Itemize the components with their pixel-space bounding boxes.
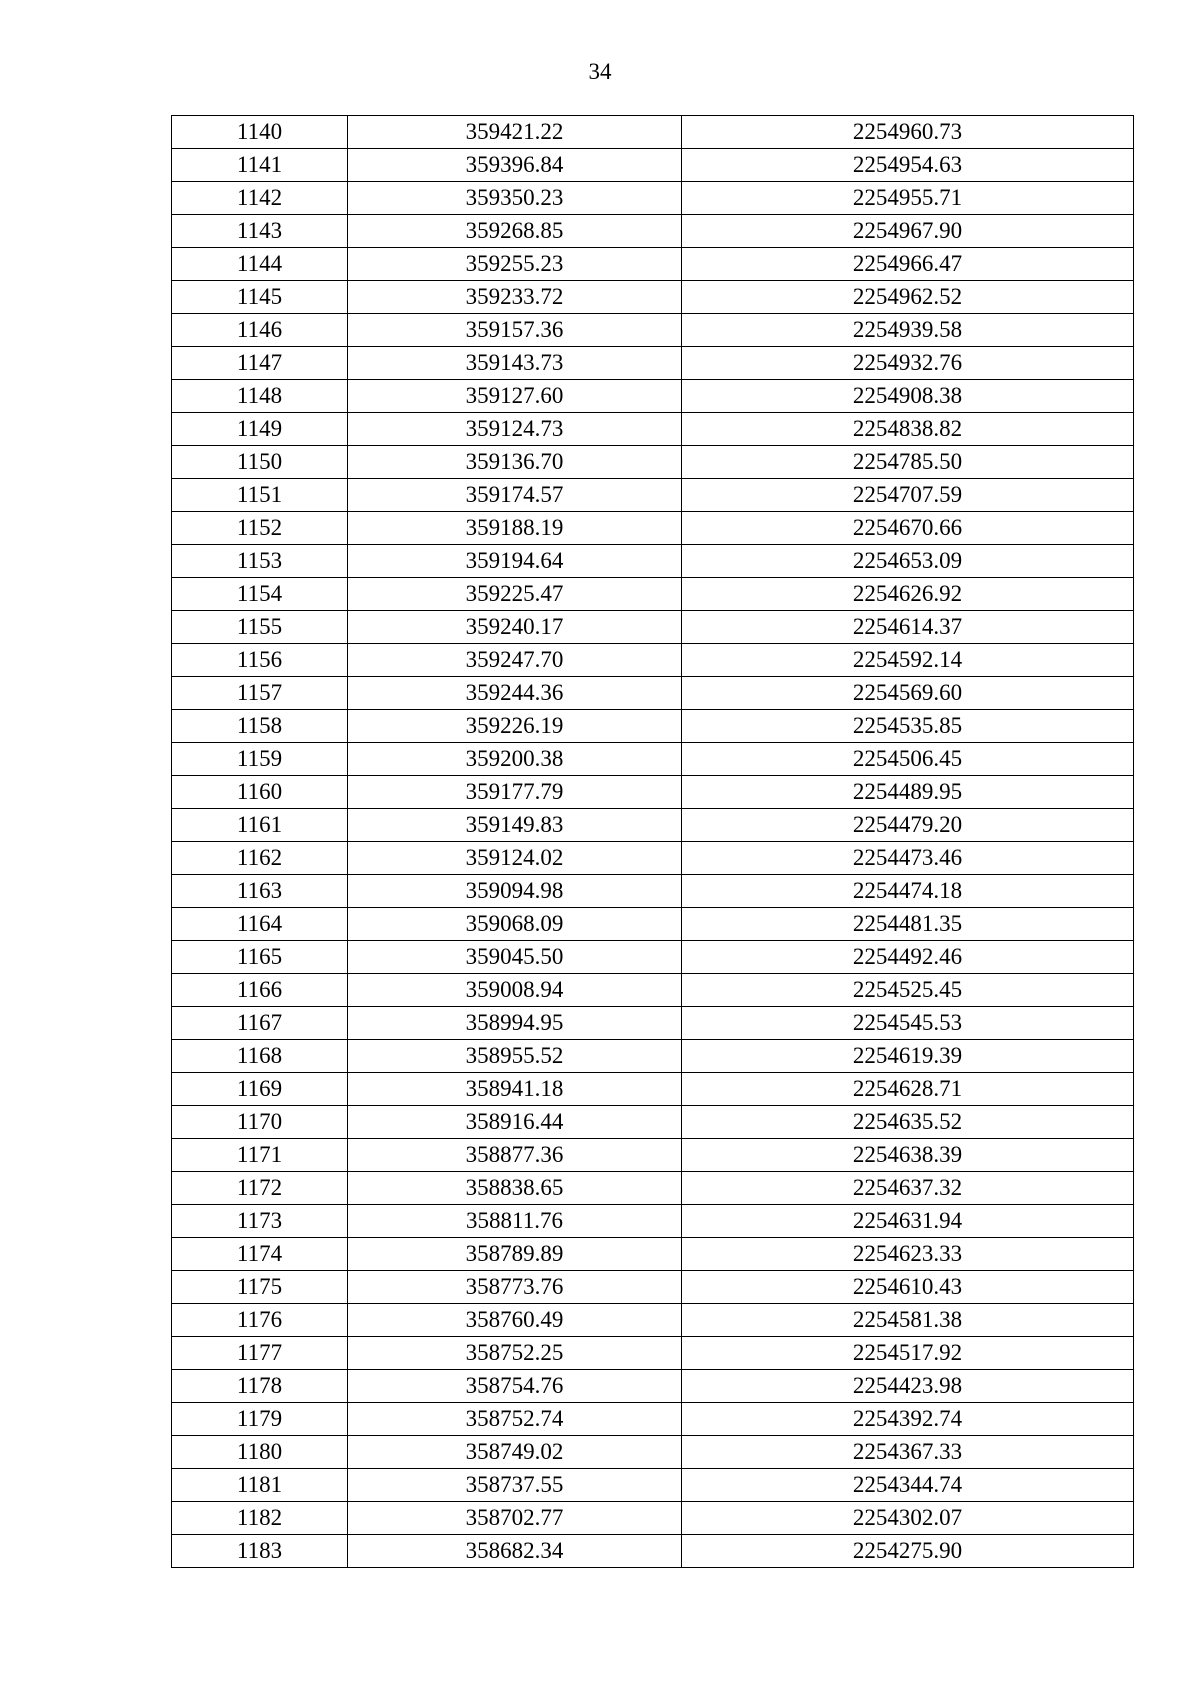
point-number-cell: 1178 — [172, 1370, 348, 1403]
y-coordinate-cell: 2254707.59 — [682, 479, 1134, 512]
point-number-cell: 1163 — [172, 875, 348, 908]
y-coordinate-cell: 2254517.92 — [682, 1337, 1134, 1370]
y-coordinate-cell: 2254966.47 — [682, 248, 1134, 281]
y-coordinate-cell: 2254838.82 — [682, 413, 1134, 446]
table-row — [172, 149, 1134, 182]
table-row — [172, 1238, 1134, 1271]
x-coordinate-cell: 359143.73 — [348, 347, 682, 380]
y-coordinate-cell: 2254489.95 — [682, 776, 1134, 809]
table-row — [172, 248, 1134, 281]
y-coordinate-cell: 2254670.66 — [682, 512, 1134, 545]
x-coordinate-cell: 358789.89 — [348, 1238, 682, 1271]
y-coordinate-cell: 2254302.07 — [682, 1502, 1134, 1535]
table-row — [172, 314, 1134, 347]
x-coordinate-cell: 358916.44 — [348, 1106, 682, 1139]
table-row — [172, 1139, 1134, 1172]
x-coordinate-cell: 358752.74 — [348, 1403, 682, 1436]
x-coordinate-cell: 358941.18 — [348, 1073, 682, 1106]
point-number-cell: 1155 — [172, 611, 348, 644]
x-coordinate-cell: 359127.60 — [348, 380, 682, 413]
x-coordinate-cell: 359225.47 — [348, 578, 682, 611]
table-row — [172, 1172, 1134, 1205]
point-number-cell: 1183 — [172, 1535, 348, 1568]
table-row — [172, 116, 1134, 149]
point-number-cell: 1145 — [172, 281, 348, 314]
table-row — [172, 809, 1134, 842]
y-coordinate-cell: 2254275.90 — [682, 1535, 1134, 1568]
point-number-cell: 1179 — [172, 1403, 348, 1436]
x-coordinate-cell: 358749.02 — [348, 1436, 682, 1469]
x-coordinate-cell: 359421.22 — [348, 116, 682, 149]
y-coordinate-cell: 2254474.18 — [682, 875, 1134, 908]
table-row — [172, 776, 1134, 809]
table-row — [172, 1007, 1134, 1040]
y-coordinate-cell: 2254908.38 — [682, 380, 1134, 413]
table-row — [172, 380, 1134, 413]
table-row — [172, 1106, 1134, 1139]
x-coordinate-cell: 359233.72 — [348, 281, 682, 314]
y-coordinate-cell: 2254473.46 — [682, 842, 1134, 875]
x-coordinate-cell: 358682.34 — [348, 1535, 682, 1568]
x-coordinate-cell: 359177.79 — [348, 776, 682, 809]
point-number-cell: 1154 — [172, 578, 348, 611]
point-number-cell: 1176 — [172, 1304, 348, 1337]
x-coordinate-cell: 359149.83 — [348, 809, 682, 842]
point-number-cell: 1172 — [172, 1172, 348, 1205]
table-row — [172, 644, 1134, 677]
y-coordinate-cell: 2254637.32 — [682, 1172, 1134, 1205]
table-row — [172, 413, 1134, 446]
point-number-cell: 1165 — [172, 941, 348, 974]
table-row — [172, 1469, 1134, 1502]
table-row — [172, 1502, 1134, 1535]
x-coordinate-cell: 358811.76 — [348, 1205, 682, 1238]
y-coordinate-cell: 2254653.09 — [682, 545, 1134, 578]
point-number-cell: 1147 — [172, 347, 348, 380]
y-coordinate-cell: 2254939.58 — [682, 314, 1134, 347]
y-coordinate-cell: 2254569.60 — [682, 677, 1134, 710]
point-number-cell: 1166 — [172, 974, 348, 1007]
y-coordinate-cell: 2254626.92 — [682, 578, 1134, 611]
point-number-cell: 1177 — [172, 1337, 348, 1370]
table-row — [172, 1040, 1134, 1073]
x-coordinate-cell: 358877.36 — [348, 1139, 682, 1172]
x-coordinate-cell: 359157.36 — [348, 314, 682, 347]
coordinates-table-body — [172, 116, 1134, 1568]
point-number-cell: 1174 — [172, 1238, 348, 1271]
point-number-cell: 1181 — [172, 1469, 348, 1502]
table-row — [172, 446, 1134, 479]
page-number: 34 — [588, 59, 612, 84]
table-row — [172, 479, 1134, 512]
x-coordinate-cell: 358994.95 — [348, 1007, 682, 1040]
table-row — [172, 1205, 1134, 1238]
point-number-cell: 1180 — [172, 1436, 348, 1469]
point-number-cell: 1162 — [172, 842, 348, 875]
y-coordinate-cell: 2254955.71 — [682, 182, 1134, 215]
y-coordinate-cell: 2254623.33 — [682, 1238, 1134, 1271]
point-number-cell: 1142 — [172, 182, 348, 215]
x-coordinate-cell: 359255.23 — [348, 248, 682, 281]
x-coordinate-cell: 359045.50 — [348, 941, 682, 974]
table-row — [172, 941, 1134, 974]
y-coordinate-cell: 2254545.53 — [682, 1007, 1134, 1040]
table-row — [172, 677, 1134, 710]
y-coordinate-cell: 2254492.46 — [682, 941, 1134, 974]
coordinates-table — [171, 115, 1134, 1568]
x-coordinate-cell: 358702.77 — [348, 1502, 682, 1535]
point-number-cell: 1140 — [172, 116, 348, 149]
y-coordinate-cell: 2254619.39 — [682, 1040, 1134, 1073]
y-coordinate-cell: 2254614.37 — [682, 611, 1134, 644]
point-number-cell: 1146 — [172, 314, 348, 347]
x-coordinate-cell: 359124.73 — [348, 413, 682, 446]
point-number-cell: 1149 — [172, 413, 348, 446]
y-coordinate-cell: 2254610.43 — [682, 1271, 1134, 1304]
point-number-cell: 1144 — [172, 248, 348, 281]
point-number-cell: 1171 — [172, 1139, 348, 1172]
table-row — [172, 1436, 1134, 1469]
y-coordinate-cell: 2254344.74 — [682, 1469, 1134, 1502]
table-row — [172, 1337, 1134, 1370]
x-coordinate-cell: 359174.57 — [348, 479, 682, 512]
y-coordinate-cell: 2254960.73 — [682, 116, 1134, 149]
point-number-cell: 1161 — [172, 809, 348, 842]
y-coordinate-cell: 2254481.35 — [682, 908, 1134, 941]
x-coordinate-cell: 359396.84 — [348, 149, 682, 182]
point-number-cell: 1153 — [172, 545, 348, 578]
y-coordinate-cell: 2254525.45 — [682, 974, 1134, 1007]
table-row — [172, 1370, 1134, 1403]
y-coordinate-cell: 2254954.63 — [682, 149, 1134, 182]
x-coordinate-cell: 359094.98 — [348, 875, 682, 908]
point-number-cell: 1164 — [172, 908, 348, 941]
point-number-cell: 1156 — [172, 644, 348, 677]
table-row — [172, 974, 1134, 1007]
x-coordinate-cell: 359136.70 — [348, 446, 682, 479]
point-number-cell: 1158 — [172, 710, 348, 743]
table-row — [172, 215, 1134, 248]
x-coordinate-cell: 359240.17 — [348, 611, 682, 644]
y-coordinate-cell: 2254967.90 — [682, 215, 1134, 248]
table-row — [172, 875, 1134, 908]
y-coordinate-cell: 2254932.76 — [682, 347, 1134, 380]
point-number-cell: 1143 — [172, 215, 348, 248]
x-coordinate-cell: 359226.19 — [348, 710, 682, 743]
y-coordinate-cell: 2254479.20 — [682, 809, 1134, 842]
y-coordinate-cell: 2254506.45 — [682, 743, 1134, 776]
point-number-cell: 1159 — [172, 743, 348, 776]
x-coordinate-cell: 358760.49 — [348, 1304, 682, 1337]
point-number-cell: 1151 — [172, 479, 348, 512]
point-number-cell: 1168 — [172, 1040, 348, 1073]
point-number-cell: 1173 — [172, 1205, 348, 1238]
table-row — [172, 842, 1134, 875]
y-coordinate-cell: 2254581.38 — [682, 1304, 1134, 1337]
x-coordinate-cell: 358737.55 — [348, 1469, 682, 1502]
table-row — [172, 182, 1134, 215]
y-coordinate-cell: 2254785.50 — [682, 446, 1134, 479]
x-coordinate-cell: 359124.02 — [348, 842, 682, 875]
y-coordinate-cell: 2254423.98 — [682, 1370, 1134, 1403]
x-coordinate-cell: 358752.25 — [348, 1337, 682, 1370]
table-row — [172, 1535, 1134, 1568]
x-coordinate-cell: 358773.76 — [348, 1271, 682, 1304]
x-coordinate-cell: 359247.70 — [348, 644, 682, 677]
x-coordinate-cell: 359008.94 — [348, 974, 682, 1007]
table-row — [172, 1304, 1134, 1337]
table-row — [172, 545, 1134, 578]
table-row — [172, 611, 1134, 644]
y-coordinate-cell: 2254592.14 — [682, 644, 1134, 677]
x-coordinate-cell: 359194.64 — [348, 545, 682, 578]
y-coordinate-cell: 2254635.52 — [682, 1106, 1134, 1139]
x-coordinate-cell: 358838.65 — [348, 1172, 682, 1205]
point-number-cell: 1157 — [172, 677, 348, 710]
x-coordinate-cell: 359188.19 — [348, 512, 682, 545]
point-number-cell: 1182 — [172, 1502, 348, 1535]
table-row — [172, 578, 1134, 611]
point-number-cell: 1170 — [172, 1106, 348, 1139]
x-coordinate-cell: 358955.52 — [348, 1040, 682, 1073]
table-row — [172, 512, 1134, 545]
point-number-cell: 1150 — [172, 446, 348, 479]
table-row — [172, 710, 1134, 743]
table-row — [172, 347, 1134, 380]
table-row — [172, 1073, 1134, 1106]
point-number-cell: 1167 — [172, 1007, 348, 1040]
y-coordinate-cell: 2254628.71 — [682, 1073, 1134, 1106]
point-number-cell: 1141 — [172, 149, 348, 182]
point-number-cell: 1169 — [172, 1073, 348, 1106]
table-row — [172, 281, 1134, 314]
table-row — [172, 1271, 1134, 1304]
point-number-cell: 1148 — [172, 380, 348, 413]
point-number-cell: 1160 — [172, 776, 348, 809]
x-coordinate-cell: 359200.38 — [348, 743, 682, 776]
x-coordinate-cell: 359068.09 — [348, 908, 682, 941]
y-coordinate-cell: 2254367.33 — [682, 1436, 1134, 1469]
y-coordinate-cell: 2254631.94 — [682, 1205, 1134, 1238]
x-coordinate-cell: 359350.23 — [348, 182, 682, 215]
x-coordinate-cell: 359244.36 — [348, 677, 682, 710]
table-row — [172, 743, 1134, 776]
x-coordinate-cell: 358754.76 — [348, 1370, 682, 1403]
y-coordinate-cell: 2254962.52 — [682, 281, 1134, 314]
x-coordinate-cell: 359268.85 — [348, 215, 682, 248]
point-number-cell: 1175 — [172, 1271, 348, 1304]
y-coordinate-cell: 2254638.39 — [682, 1139, 1134, 1172]
y-coordinate-cell: 2254392.74 — [682, 1403, 1134, 1436]
y-coordinate-cell: 2254535.85 — [682, 710, 1134, 743]
table-row — [172, 1403, 1134, 1436]
table-row — [172, 908, 1134, 941]
point-number-cell: 1152 — [172, 512, 348, 545]
